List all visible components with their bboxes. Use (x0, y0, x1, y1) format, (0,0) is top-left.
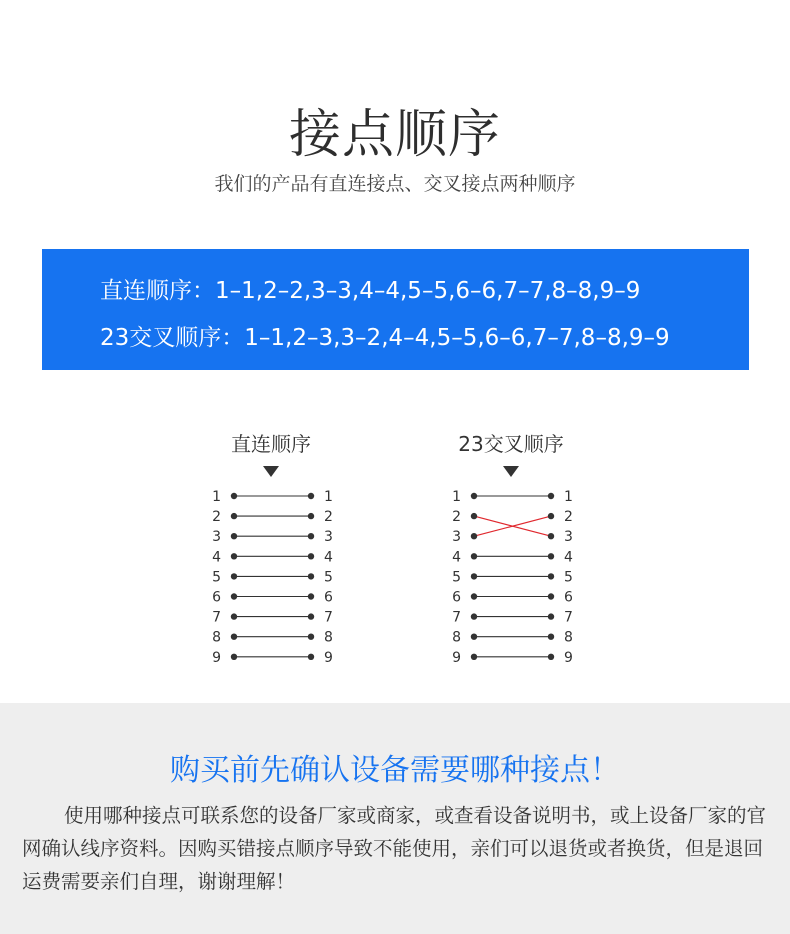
straight-pin-dot-right (308, 493, 314, 499)
straight-pin-dot-left (231, 533, 237, 539)
straight-pin-dot-right (308, 533, 314, 539)
cross-pin-dot-left (471, 634, 477, 640)
cross-pin-label-left: 4 (452, 549, 461, 566)
notice-text: 使用哪种接点可联系您的设备厂家或商家，或查看设备说明书，或上设备厂家的官网确认线序资料。因购买错接点顺序导致不能使用，亲们可以退货或者换货，但是退回运费需要亲们自理，谢谢理解！ (22, 804, 767, 893)
cross-pin-label-left: 1 (452, 489, 461, 505)
order-banner (42, 249, 749, 370)
straight-pin-label-right: 3 (324, 529, 333, 546)
straight-pin-dot-left (231, 613, 237, 619)
straight-pin-label-right: 6 (324, 589, 333, 606)
cross-pin-dot-right (548, 654, 554, 660)
straight-pin-label-left: 7 (212, 609, 221, 626)
straight-pin-dot-left (231, 634, 237, 640)
cross-order-text: 23交叉顺序：1–1,2–3,3–2,4–4,5–5,6–6,7–7,8–8,9–9 (100, 325, 670, 351)
straight-pin-label-left: 4 (212, 549, 221, 566)
straight-pin-dot-right (308, 553, 314, 559)
cross-wiring-svg (391, 484, 631, 674)
cross-pin-dot-right (548, 613, 554, 619)
cross-pin-label-left: 8 (452, 629, 461, 646)
cross-pin-dot-right (548, 493, 554, 499)
straight-pin-label-left: 2 (212, 509, 221, 526)
down-arrow-icon (503, 466, 519, 477)
cross-pin-label-left: 7 (452, 609, 461, 626)
straight-pin-dot-right (308, 634, 314, 640)
straight-pin-label-left: 8 (212, 629, 221, 646)
straight-pin-dot-left (231, 593, 237, 599)
straight-pin-dot-right (308, 593, 314, 599)
cross-pin-dot-right (548, 513, 554, 519)
cross-pin-label-right: 8 (564, 629, 573, 646)
straight-pin-dot-right (308, 513, 314, 519)
cross-pin-dot-left (471, 654, 477, 660)
cross-pin-label-right: 1 (564, 489, 573, 505)
straight-pin-label-left: 6 (212, 589, 221, 606)
cross-pin-dot-left (471, 573, 477, 579)
straight-wiring-svg (151, 484, 391, 674)
cross-pin-label-right: 6 (564, 589, 573, 606)
straight-pin-dot-left (231, 573, 237, 579)
straight-pin-label-right: 9 (324, 649, 333, 666)
cross-pin-label-right: 7 (564, 609, 573, 626)
straight-pin-dot-left (231, 493, 237, 499)
straight-pin-label-right: 2 (324, 509, 333, 526)
cross-pin-label-left: 5 (452, 569, 461, 586)
notice-section (0, 703, 790, 934)
straight-pin-dot-right (308, 613, 314, 619)
cross-pin-dot-left (471, 533, 477, 539)
cross-pin-label-right: 5 (564, 569, 573, 586)
straight-pin-dot-left (231, 654, 237, 660)
cross-pin-dot-left (471, 613, 477, 619)
straight-order-text: 直连顺序：1–1,2–2,3–3,4–4,5–5,6–6,7–7,8–8,9–9 (100, 278, 641, 304)
cross-diagram-title: 23交叉顺序 (458, 432, 564, 456)
page-title: 接点顺序 (288, 105, 501, 165)
cross-pin-dot-right (548, 634, 554, 640)
straight-pin-label-right: 1 (324, 489, 333, 505)
page-subtitle: 我们的产品有直连接点、交叉接点两种顺序 (214, 173, 576, 195)
straight-pin-label-left: 1 (212, 489, 221, 505)
cross-pin-label-right: 9 (564, 649, 573, 666)
straight-pin-label-right: 8 (324, 629, 333, 646)
straight-pin-label-right: 7 (324, 609, 333, 626)
straight-pin-label-right: 4 (324, 549, 333, 566)
cross-pin-dot-right (548, 593, 554, 599)
down-arrow-icon (263, 466, 279, 477)
straight-pin-label-left: 3 (212, 529, 221, 546)
cross-pin-label-left: 2 (452, 509, 461, 526)
straight-diagram-title: 直连顺序 (231, 432, 311, 456)
cross-pin-label-right: 4 (564, 549, 573, 566)
cross-pin-dot-left (471, 553, 477, 559)
straight-pin-dot-right (308, 654, 314, 660)
cross-pin-dot-right (548, 573, 554, 579)
straight-pin-dot-left (231, 553, 237, 559)
straight-pin-dot-left (231, 513, 237, 519)
cross-pin-label-right: 2 (564, 509, 573, 526)
straight-pin-dot-right (308, 573, 314, 579)
cross-pin-dot-left (471, 513, 477, 519)
cross-pin-label-right: 3 (564, 529, 573, 546)
straight-pin-label-left: 9 (212, 649, 221, 666)
cross-pin-dot-left (471, 493, 477, 499)
cross-pin-label-left: 6 (452, 589, 461, 606)
cross-pin-dot-left (471, 593, 477, 599)
notice-title: 购买前先确认设备需要哪种接点！ (170, 753, 620, 788)
cross-pin-dot-right (548, 533, 554, 539)
cross-pin-label-left: 3 (452, 529, 461, 546)
cross-pin-label-left: 9 (452, 649, 461, 666)
cross-pin-dot-right (548, 553, 554, 559)
straight-pin-label-right: 5 (324, 569, 333, 586)
straight-pin-label-left: 5 (212, 569, 221, 586)
